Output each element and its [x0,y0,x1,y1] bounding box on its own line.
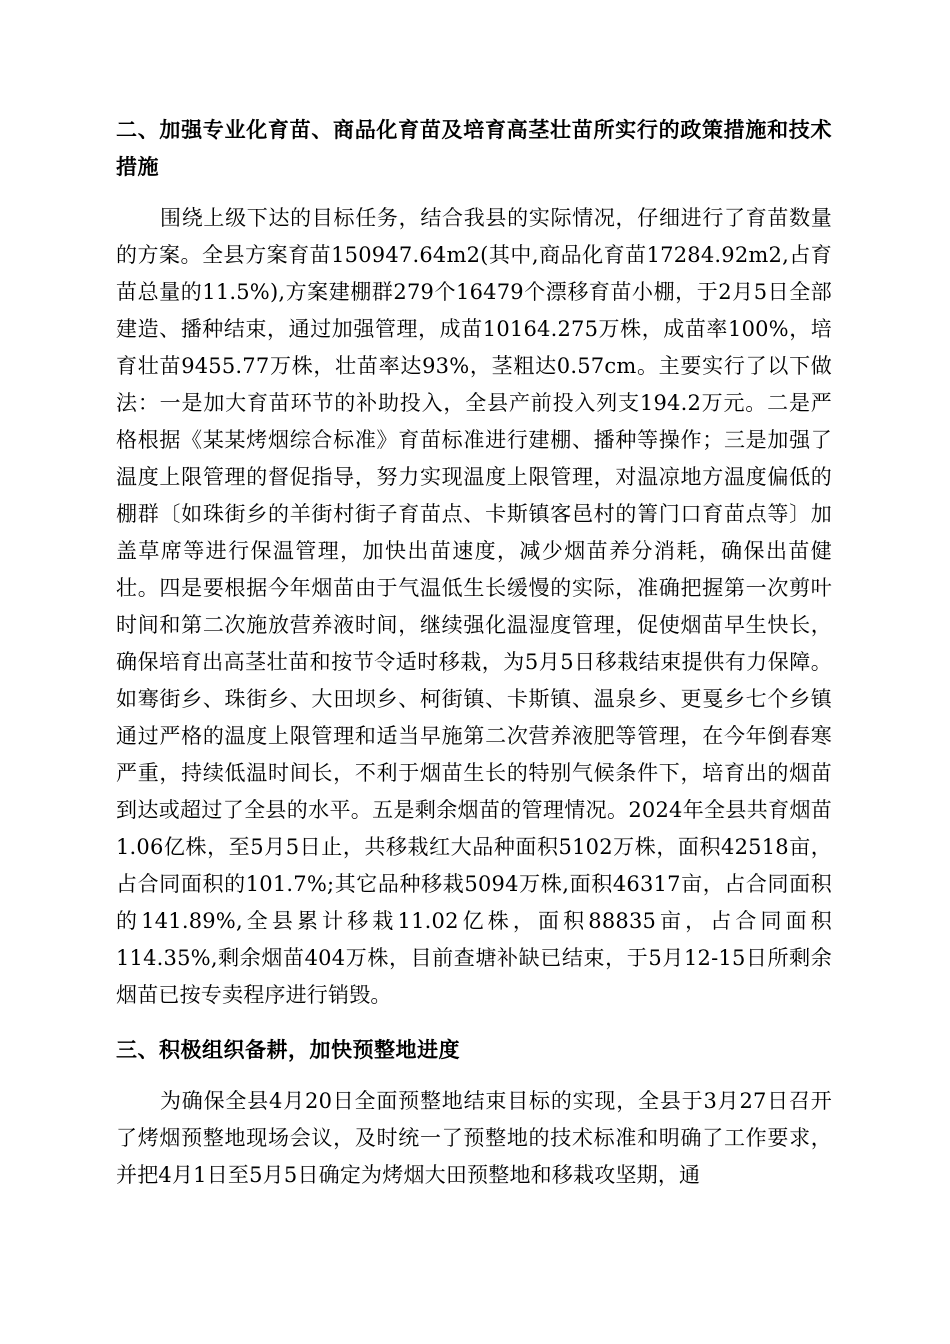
section-heading-3: 三、积极组织备耕，加快预整地进度 [116,1038,460,1062]
document-body [116,112,832,1194]
section-heading-2: 二、加强专业化育苗、商品化育苗及培育高茎壮苗所实行的政策措施和技术措施 [116,118,832,179]
section-paragraph-3: 为确保全县4月20日全面预整地结束目标的实现，全县于3月27日召开了烤烟预整地现场会议，及时统一了预整地的技术标准和明确了工作要求，并把4月1日至5月5日确定为烤烟大田预整地和移栽攻坚期，通 [116,1089,832,1187]
section-paragraph-2: 围绕上级下达的目标任务，结合我县的实际情况，仔细进行了育苗数量的方案。全县方案育苗150947.64m2(其中,商品化育苗17284.92m2,占育苗总量的11.5%),方案建棚群279个16479个漂移育苗小棚，于2月5日全部建造、播种结束，通过加强管理，成苗10164.275万株，成苗率100%，培育壮苗9455.77万株，壮苗率达93%，茎粗达0.57cm。主要实行了以下做法：一是加大育苗环节的补助投入，全县产前投入列支194.2万元。二是严格根据《某某烤烟综合标准》育苗标准进行建棚、播种等操作；三是加强了温度上限管理的督促指导，努力实现温度上限管理，对温凉地方温度偏低的棚群〔如珠街乡的羊街村街子育苗点、卡斯镇客邑村的箐门口育苗点等〕加盖草席等进行保温管理，加快出苗速度，减少烟苗养分消耗，确保出苗健壮。四是要根据今年烟苗由于气温低生长缓慢的实际，准确把握第一次剪叶时间和第二次施放营养液时间，继续强化温湿度管理，促使烟苗早生快长，确保培育出高茎壮苗和按节令适时移栽，为5月5日移栽结束提供有力保障。如骞街乡、珠街乡、大田坝乡、柯街镇、卡斯镇、温泉乡、更戛乡七个乡镇通过严格的温度上限管理和适当早施第二次营养液肥等管理，在今年倒春寒严重，持续低温时间长，不利于烟苗生长的特别气候条件下，培育出的烟苗到达或超过了全县的水平。五是剩余烟苗的管理情况。2024年全县共育烟苗1.06亿株，至5月5日止，共移栽红大品种面积5102万株，面积42518亩，占合同面积的101.7%;其它品种移栽5094万株,面积46317亩，占合同面积的141.89%,全县累计移栽11.02亿株，面积88835亩，占合同面积114.35%,剩余烟苗404万株，目前查塘补缺已结束，于5月12-15日所剩余烟苗已按专卖程序进行销毁。 [116,206,832,1007]
